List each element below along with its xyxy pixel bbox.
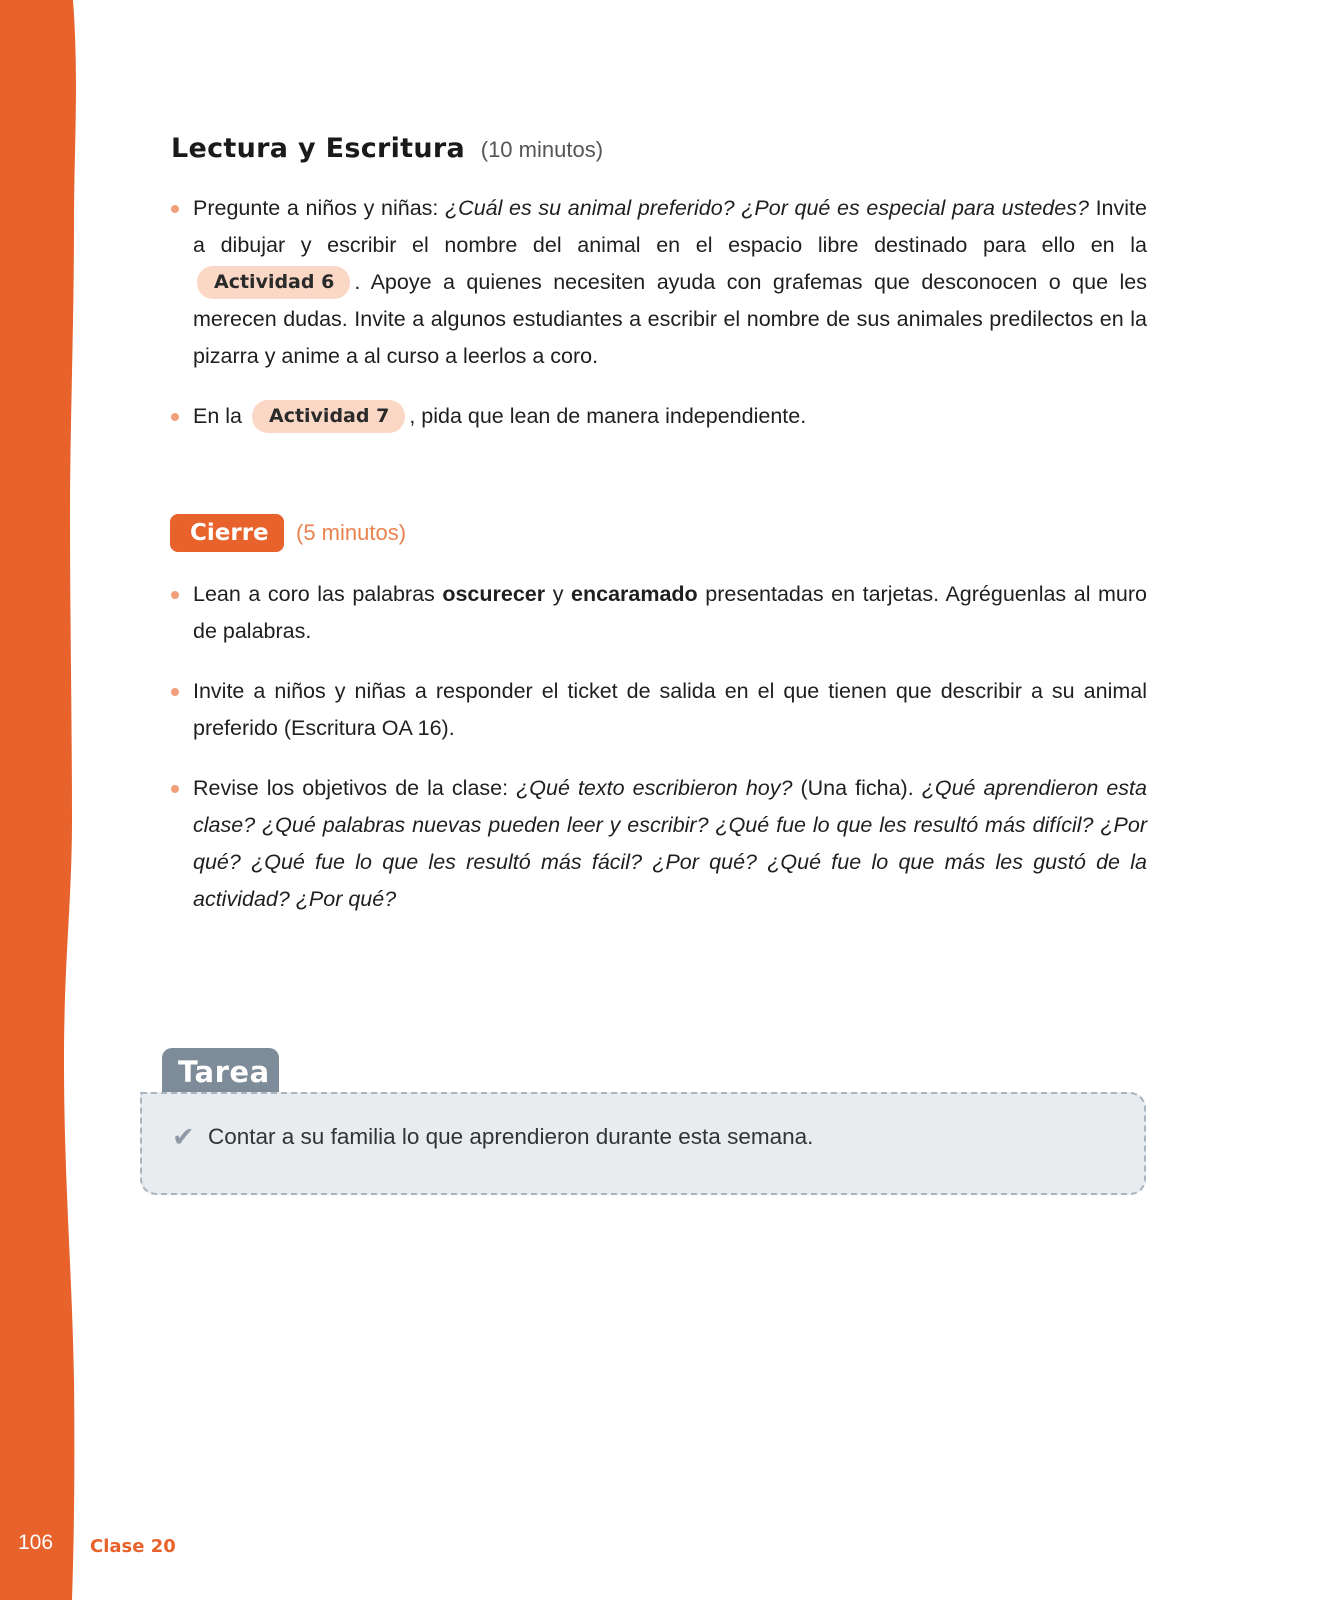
list-item: [170, 576, 1147, 650]
list-item: [170, 398, 1147, 435]
cierre-list: [170, 576, 1147, 941]
text: presentadas en tarjetas. Agréguenlas al muro de palabras.: [193, 582, 1148, 643]
tarea-item: Contar a su familia lo que aprendieron durante esta semana.: [208, 1124, 814, 1149]
keyword: encaramado: [571, 582, 698, 606]
list-item: [170, 770, 1147, 918]
tarea-tab: Tarea: [162, 1048, 279, 1094]
lectura-list: [170, 190, 1147, 458]
cierre-heading: [170, 514, 406, 552]
page-number: 106: [18, 1531, 54, 1554]
tarea-box: [140, 1092, 1146, 1195]
text: Lean a coro las palabras: [193, 582, 443, 606]
activity-pill-6: Actividad 6: [197, 266, 350, 299]
text: Invite a dibujar y escribir el nombre del animal en el espacio libre destinado para ello en la: [193, 196, 1147, 257]
text: (Una ficha).: [792, 776, 922, 800]
question-text: ¿Cuál es su animal preferido? ¿Por qué es especial para ustedes?: [445, 196, 1089, 220]
section-title-text: Lectura y Escritura: [171, 133, 466, 164]
text: En la: [193, 404, 248, 428]
activity-pill-7: Actividad 7: [252, 400, 405, 433]
checkmark-icon: ✔: [172, 1122, 195, 1152]
section-duration: (10 minutos): [480, 137, 604, 162]
text: Pregunte a niños y niñas:: [193, 196, 446, 220]
text: y: [545, 582, 572, 606]
section-title-lectura: [171, 133, 603, 164]
class-label: Clase 20: [90, 1536, 176, 1557]
cierre-duration: (5 minutos): [296, 520, 407, 545]
text: . Apoye a quienes necesiten ayuda con grafemas que desconocen o que les merecen dudas. Invite a algunos estudiantes a escribir el nombre de sus animales predilectos en la pizarra y anime a al curso a leerlos a coro.: [193, 270, 1147, 368]
list-item: Invite a niños y niñas a responder el ticket de salida en el que tienen que describir a su animal preferido (Escritura OA 16).: [170, 673, 1147, 747]
question-text: ¿Qué aprendieron esta clase? ¿Qué palabras nuevas pueden leer y escribir? ¿Qué fue lo que les resultó más difícil? ¿Por qué? ¿Qué fue lo que les resultó más fácil? ¿Por qué? ¿Qué fue lo que más les gustó de la actividad? ¿Por qué?: [193, 776, 1147, 911]
keyword: oscurecer: [442, 582, 546, 606]
text: , pida que lean de manera independiente.: [409, 404, 807, 428]
question-text: ¿Qué texto escribieron hoy?: [516, 776, 793, 800]
side-stripe: [0, 0, 90, 1600]
list-item: [170, 190, 1147, 375]
cierre-badge: Cierre: [170, 514, 284, 552]
text: Revise los objetivos de la clase:: [193, 776, 517, 800]
